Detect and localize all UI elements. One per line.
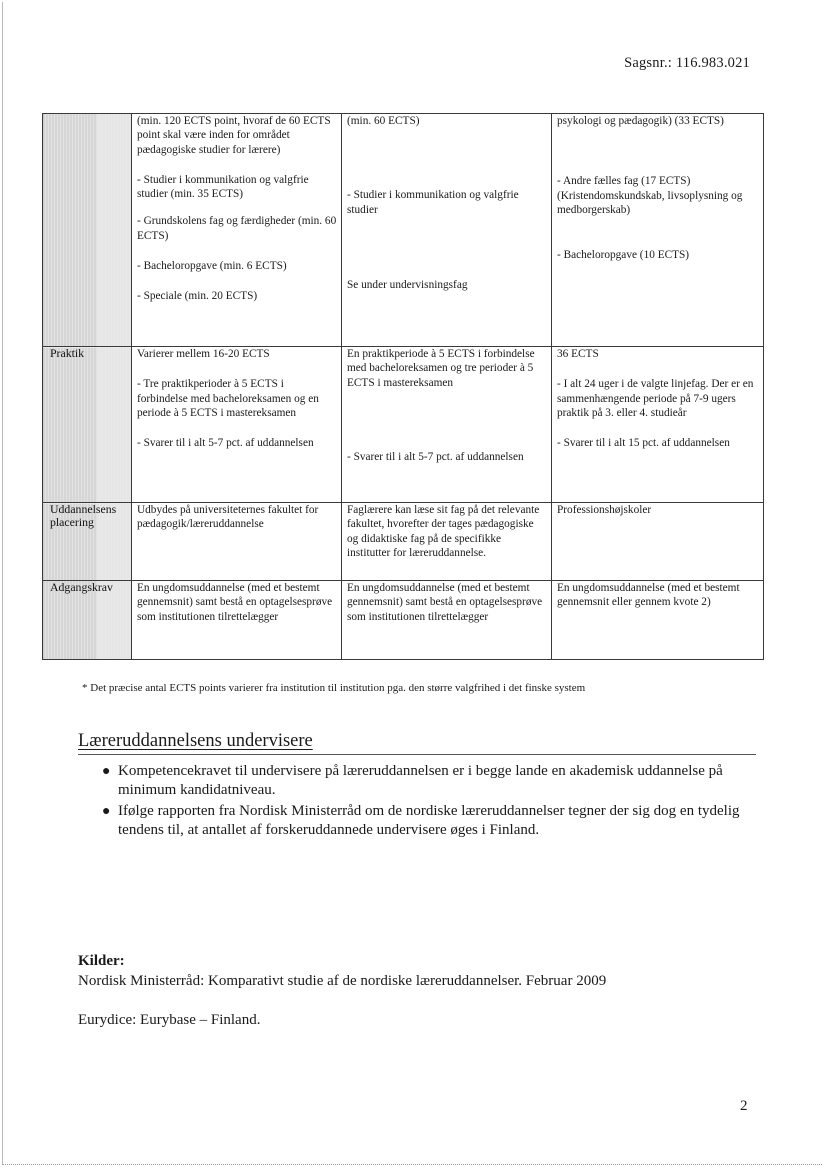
table-cell [132,114,342,347]
cell-text: - Grundskolens fag og færdigheder (min. 60 ECTS) [137,215,337,242]
cell-text: psykologi og pædagogik) (33 ECTS) [557,115,724,127]
cell-text: En praktikperiode à 5 ECTS i forbindelse med bacheloreksamen og tre perioder à 5 ECTS i mastereksamen [347,348,535,389]
section-heading: Læreruddannelsens undervisere [78,731,313,751]
table-cell [132,503,342,581]
table-row-adgangskrav [43,581,764,660]
sources-title: Kilder: [78,953,125,969]
source-item: Nordisk Ministerråd: Komparativt studie af de nordiske læreruddannelser. Februar 2009 [78,973,607,989]
page-number: 2 [740,1098,748,1114]
cell-text: - I alt 24 uger i de valgte linjefag. Der er en sammenhængende periode på 7-9 ugers praktik på 3. eller 4. studieår [557,378,754,419]
cell-text: (min. 120 ECTS point, hvoraf de 60 ECTS point skal være inden for området pædagogiske studier for lærere) [137,115,331,156]
cell-text: - Andre fælles fag (17 ECTS) (Kristendomskundskab, livsoplysning og medborgerskab) [557,175,743,216]
cell-text: En ungdomsuddannelse (med et bestemt gennemsnit eller gennem kvote 2) [557,582,740,609]
table-cell [342,114,552,347]
table-cell [552,347,764,503]
table-row-placering [43,503,764,581]
cell-text: En ungdomsuddannelse (med et bestemt gennemsnit) samt bestå en optagelsesprøve som institutionen tilrettelægger [137,582,333,623]
table-cell [552,581,764,660]
cell-text: - Bacheloropgave (10 ECTS) [557,249,690,262]
table-cell [132,347,342,503]
cell-text: - Studier i kommunikation og valgfrie studier (min. 35 ECTS) [137,173,309,201]
cell-text: - Svarer til i alt 5-7 pct. af uddannelsen [347,450,524,463]
cell-text: Se under undervisningsfag [347,278,468,291]
cell-text: - Studier i kommunikation og valgfrie studier [347,189,519,216]
cell-text: - Speciale (min. 20 ECTS) [137,290,258,303]
row-header-adgangskrav: Adgangskrav [43,581,132,660]
table-row-praktik [43,347,764,503]
cell-text: 36 ECTS [557,348,599,360]
row-header-praktik: Praktik [43,347,132,503]
heading-rule [78,754,756,755]
cell-text: - Bacheloropgave (min. 6 ECTS) [137,260,287,273]
list-item: ● Kompetencekravet til undervisere på læreruddannelsen er i begge lande en akademisk uddannelse på minimum kandidatniveau. [102,763,723,799]
bullet-icon: ● [102,803,111,819]
cell-text: - Tre praktikperioder à 5 ECTS i forbindelse med bacheloreksamen og en periode à 5 ECTS i mastereksamen [137,378,319,419]
case-number: Sagsnr.: 116.983.021 [624,55,750,71]
table-cell [132,581,342,660]
row-header-empty [43,114,132,347]
cell-text: Faglærere kan læse sit fag på det relevante fakultet, hvorefter der tages pædagogiske og didaktiske fag på de specifikke institutter for læreruddannelse. [347,504,540,559]
cell-text: En ungdomsuddannelse (med et bestemt gennemsnit) samt bestå en optagelsesprøve som institutionen tilrettelægger [347,582,543,623]
table-cell [552,114,764,347]
cell-text: - Svarer til i alt 15 pct. af uddannelsen [557,437,730,450]
table-cell [342,503,552,581]
table-cell [342,347,552,503]
bullet-icon: ● [102,764,111,779]
cell-text: (min. 60 ECTS) [347,115,420,127]
table-footnote: * Det præcise antal ECTS points varierer fra institution til institution pga. den større valgfrihed i det finske system [82,682,586,694]
cell-text: Varierer mellem 16-20 ECTS [137,348,270,360]
table-cell [552,503,764,581]
table-row-studies [43,114,764,347]
table-cell [342,581,552,660]
cell-text: Udbydes på universiteternes fakultet for pædagogik/læreruddannelse [137,504,319,531]
list-item: ● Ifølge rapporten fra Nordisk Ministerråd om de nordiske læreruddannelser tegner der sig dog en tydelig tendens til, at antallet af forskeruddannede undervisere øges i Finland. [102,802,740,839]
cell-text: - Svarer til i alt 5-7 pct. af uddannelsen [137,437,314,450]
comparison-table [42,113,764,660]
bullet-list [78,762,758,842]
row-header-placering: Uddannelsens placering [43,503,132,581]
source-item: Eurydice: Eurybase – Finland. [78,1012,261,1028]
cell-text: Professionshøjskoler [557,504,652,516]
